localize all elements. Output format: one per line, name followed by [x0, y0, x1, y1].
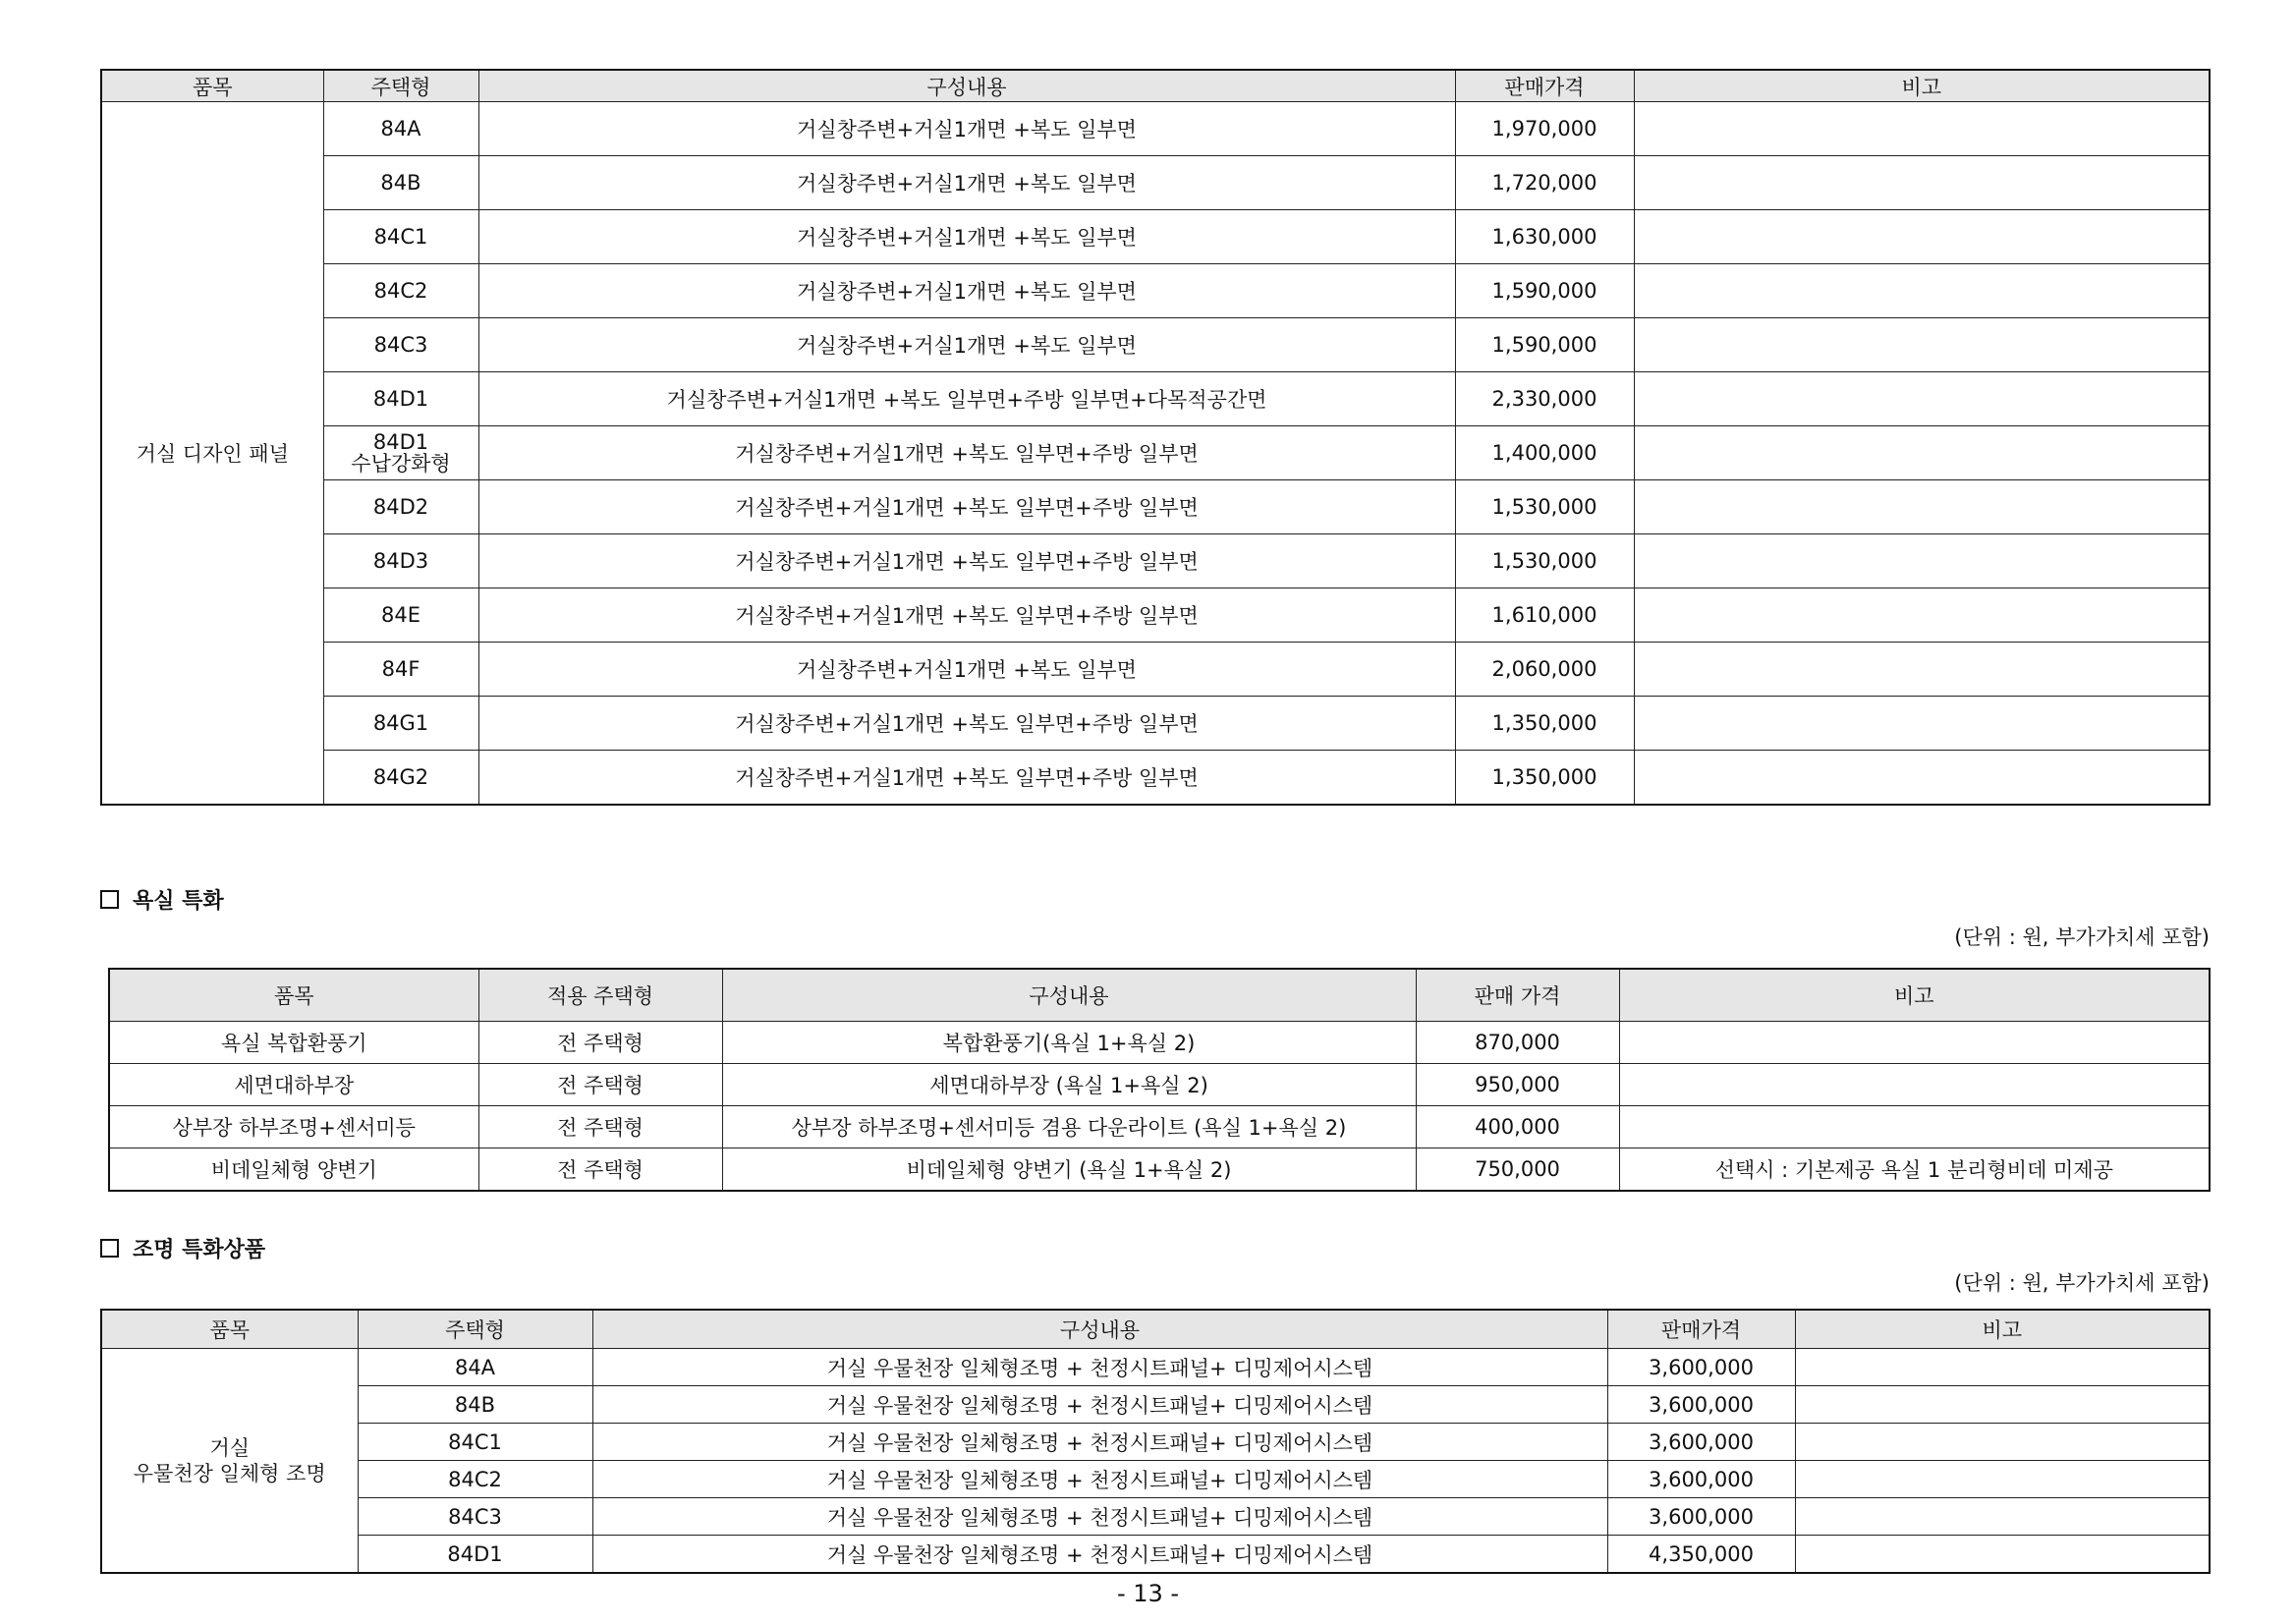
header-price: 판매가격	[1607, 1310, 1795, 1349]
note-cell	[1795, 1424, 2210, 1461]
type-cell: 84C3	[358, 1498, 592, 1536]
type-cell: 84C1	[358, 1424, 592, 1461]
table-row	[101, 372, 2210, 426]
note-cell	[1795, 1461, 2210, 1498]
lighting-table	[100, 1309, 2211, 1574]
header-content: 구성내용	[722, 969, 1416, 1022]
note-cell	[1634, 156, 2210, 210]
type-cell: 84D1	[323, 372, 478, 426]
light-unit-note: (단위 : 원, 부가가치세 포함)	[1954, 1271, 2210, 1295]
header-price: 판매가격	[1455, 70, 1634, 102]
header-content: 구성내용	[478, 70, 1455, 102]
note-cell	[1795, 1536, 2210, 1574]
table-row	[101, 480, 2210, 534]
type-cell: 84B	[358, 1386, 592, 1424]
page-number: - 13 -	[1116, 1580, 1180, 1607]
item-line2: 우물천장 일체형 조명	[133, 1461, 326, 1485]
header-item: 품목	[101, 1310, 358, 1349]
table-row	[101, 534, 2210, 588]
content-cell: 거실창주변+거실1개면 +복도 일부면+주방 일부면	[478, 534, 1455, 588]
content-cell: 거실창주변+거실1개면 +복도 일부면+주방 일부면	[478, 588, 1455, 643]
table-header-row	[101, 70, 2210, 102]
price-cell: 2,060,000	[1455, 643, 1634, 697]
type-cell: 84C2	[323, 264, 478, 318]
content-cell: 상부장 하부조명+센서미등 겸용 다운라이트 (욕실 1+욕실 2)	[722, 1106, 1416, 1148]
content-cell: 비데일체형 양변기 (욕실 1+욕실 2)	[722, 1148, 1416, 1192]
item-cell: 세면대하부장	[109, 1064, 478, 1106]
note-cell	[1795, 1349, 2210, 1386]
note-cell	[1619, 1106, 2210, 1148]
table-row	[101, 588, 2210, 643]
checkbox-square-icon	[100, 890, 119, 909]
table-row	[101, 318, 2210, 372]
price-cell: 2,330,000	[1455, 372, 1634, 426]
price-cell: 1,530,000	[1455, 480, 1634, 534]
price-cell: 1,970,000	[1455, 102, 1634, 156]
type-cell: 전 주택형	[478, 1106, 722, 1148]
table-row	[101, 156, 2210, 210]
note-cell	[1634, 264, 2210, 318]
table-row	[101, 210, 2210, 264]
content-cell: 거실 우물천장 일체형조명 + 천정시트패널+ 디밍제어시스템	[592, 1461, 1607, 1498]
header-note: 비고	[1619, 969, 2210, 1022]
content-cell: 거실창주변+거실1개면 +복도 일부면+주방 일부면	[478, 480, 1455, 534]
price-cell: 3,600,000	[1607, 1349, 1795, 1386]
content-cell: 거실 우물천장 일체형조명 + 천정시트패널+ 디밍제어시스템	[592, 1349, 1607, 1386]
content-cell: 거실창주변+거실1개면 +복도 일부면	[478, 643, 1455, 697]
content-cell: 거실창주변+거실1개면 +복도 일부면+주방 일부면	[478, 697, 1455, 751]
bath-table	[108, 968, 2211, 1192]
price-cell: 1,630,000	[1455, 210, 1634, 264]
content-cell: 거실 우물천장 일체형조명 + 천정시트패널+ 디밍제어시스템	[592, 1424, 1607, 1461]
type-line1: 84D1	[372, 430, 429, 454]
content-cell: 거실창주변+거실1개면 +복도 일부면	[478, 156, 1455, 210]
bath-section-title	[100, 884, 224, 915]
type-cell: 84G1	[323, 697, 478, 751]
price-cell: 1,720,000	[1455, 156, 1634, 210]
note-cell	[1634, 643, 2210, 697]
item-cell: 거실 디자인 패널	[101, 102, 323, 806]
light-section-title	[100, 1233, 265, 1263]
header-price: 판매 가격	[1416, 969, 1619, 1022]
table-row	[101, 643, 2210, 697]
content-cell: 거실 우물천장 일체형조명 + 천정시트패널+ 디밍제어시스템	[592, 1498, 1607, 1536]
content-cell: 거실창주변+거실1개면 +복도 일부면	[478, 210, 1455, 264]
table-row	[101, 102, 2210, 156]
table-header-row	[109, 969, 2210, 1022]
note-cell	[1634, 102, 2210, 156]
note-cell	[1634, 751, 2210, 806]
table-row	[101, 264, 2210, 318]
item-cell	[101, 1349, 358, 1574]
price-cell: 3,600,000	[1607, 1424, 1795, 1461]
type-cell: 84C1	[323, 210, 478, 264]
price-cell: 750,000	[1416, 1148, 1619, 1192]
content-cell: 거실 우물천장 일체형조명 + 천정시트패널+ 디밍제어시스템	[592, 1536, 1607, 1574]
content-cell: 거실창주변+거실1개면 +복도 일부면+주방 일부면	[478, 426, 1455, 480]
table-row	[101, 697, 2210, 751]
type-cell: 84D1	[358, 1536, 592, 1574]
content-cell: 거실창주변+거실1개면 +복도 일부면+주방 일부면+다목적공간면	[478, 372, 1455, 426]
note-cell	[1619, 1022, 2210, 1064]
price-cell: 1,610,000	[1455, 588, 1634, 643]
table-row	[101, 1386, 2210, 1424]
note-cell	[1634, 426, 2210, 480]
price-cell: 1,350,000	[1455, 697, 1634, 751]
note-cell	[1634, 697, 2210, 751]
header-note: 비고	[1634, 70, 2210, 102]
type-cell: 84A	[358, 1349, 592, 1386]
item-line1: 거실	[209, 1435, 251, 1460]
price-cell: 4,350,000	[1607, 1536, 1795, 1574]
price-cell: 3,600,000	[1607, 1461, 1795, 1498]
type-cell: 84D3	[323, 534, 478, 588]
content-cell: 거실창주변+거실1개면 +복도 일부면+주방 일부면	[478, 751, 1455, 806]
light-section-title-text: 조명 특화상품	[133, 1238, 266, 1262]
table-row	[101, 1424, 2210, 1461]
table-row	[101, 1536, 2210, 1574]
price-cell: 3,600,000	[1607, 1386, 1795, 1424]
header-item: 품목	[109, 969, 478, 1022]
table-row	[109, 1064, 2210, 1106]
header-content: 구성내용	[592, 1310, 1607, 1349]
content-cell: 거실창주변+거실1개면 +복도 일부면	[478, 318, 1455, 372]
note-cell	[1634, 372, 2210, 426]
type-cell: 84D2	[323, 480, 478, 534]
header-note: 비고	[1795, 1310, 2210, 1349]
content-cell: 세면대하부장 (욕실 1+욕실 2)	[722, 1064, 1416, 1106]
table-row	[109, 1106, 2210, 1148]
type-cell: 84G2	[323, 751, 478, 806]
content-cell: 거실 우물천장 일체형조명 + 천정시트패널+ 디밍제어시스템	[592, 1386, 1607, 1424]
note-cell	[1634, 480, 2210, 534]
price-cell: 3,600,000	[1607, 1498, 1795, 1536]
table-row	[101, 1498, 2210, 1536]
price-cell: 400,000	[1416, 1106, 1619, 1148]
note-cell	[1795, 1498, 2210, 1536]
type-cell	[323, 426, 478, 480]
price-cell: 950,000	[1416, 1064, 1619, 1106]
type-cell: 84C2	[358, 1461, 592, 1498]
type-line2: 수납강화형	[351, 452, 451, 476]
table-row	[109, 1022, 2210, 1064]
header-type: 적용 주택형	[478, 969, 722, 1022]
price-cell: 1,530,000	[1455, 534, 1634, 588]
note-cell	[1795, 1386, 2210, 1424]
header-item: 품목	[101, 70, 323, 102]
table-row	[101, 426, 2210, 480]
note-cell: 선택시 : 기본제공 욕실 1 분리형비데 미제공	[1619, 1148, 2210, 1192]
type-cell: 84E	[323, 588, 478, 643]
note-cell	[1634, 318, 2210, 372]
note-cell	[1634, 210, 2210, 264]
table-row	[101, 1461, 2210, 1498]
price-cell: 1,590,000	[1455, 264, 1634, 318]
table-row	[101, 1349, 2210, 1386]
bath-unit-note: (단위 : 원, 부가가치세 포함)	[1954, 925, 2210, 949]
note-cell	[1634, 534, 2210, 588]
content-cell: 거실창주변+거실1개면 +복도 일부면	[478, 264, 1455, 318]
type-cell: 전 주택형	[478, 1064, 722, 1106]
checkbox-square-icon	[100, 1239, 119, 1258]
price-cell: 870,000	[1416, 1022, 1619, 1064]
type-cell: 84B	[323, 156, 478, 210]
design-panel-table	[100, 69, 2211, 806]
type-cell: 84C3	[323, 318, 478, 372]
price-cell: 1,590,000	[1455, 318, 1634, 372]
type-cell: 전 주택형	[478, 1148, 722, 1192]
note-cell	[1634, 588, 2210, 643]
item-cell: 상부장 하부조명+센서미등	[109, 1106, 478, 1148]
price-cell: 1,400,000	[1455, 426, 1634, 480]
type-cell: 84F	[323, 643, 478, 697]
bath-section-title-text: 욕실 특화	[133, 889, 224, 914]
content-cell: 복합환풍기(욕실 1+욕실 2)	[722, 1022, 1416, 1064]
item-cell: 욕실 복합환풍기	[109, 1022, 478, 1064]
item-cell: 비데일체형 양변기	[109, 1148, 478, 1192]
type-cell: 전 주택형	[478, 1022, 722, 1064]
table-row	[101, 751, 2210, 806]
note-cell	[1619, 1064, 2210, 1106]
table-row	[109, 1148, 2210, 1192]
content-cell: 거실창주변+거실1개면 +복도 일부면	[478, 102, 1455, 156]
header-type: 주택형	[358, 1310, 592, 1349]
type-cell: 84A	[323, 102, 478, 156]
header-type: 주택형	[323, 70, 478, 102]
table-header-row	[101, 1310, 2210, 1349]
price-cell: 1,350,000	[1455, 751, 1634, 806]
